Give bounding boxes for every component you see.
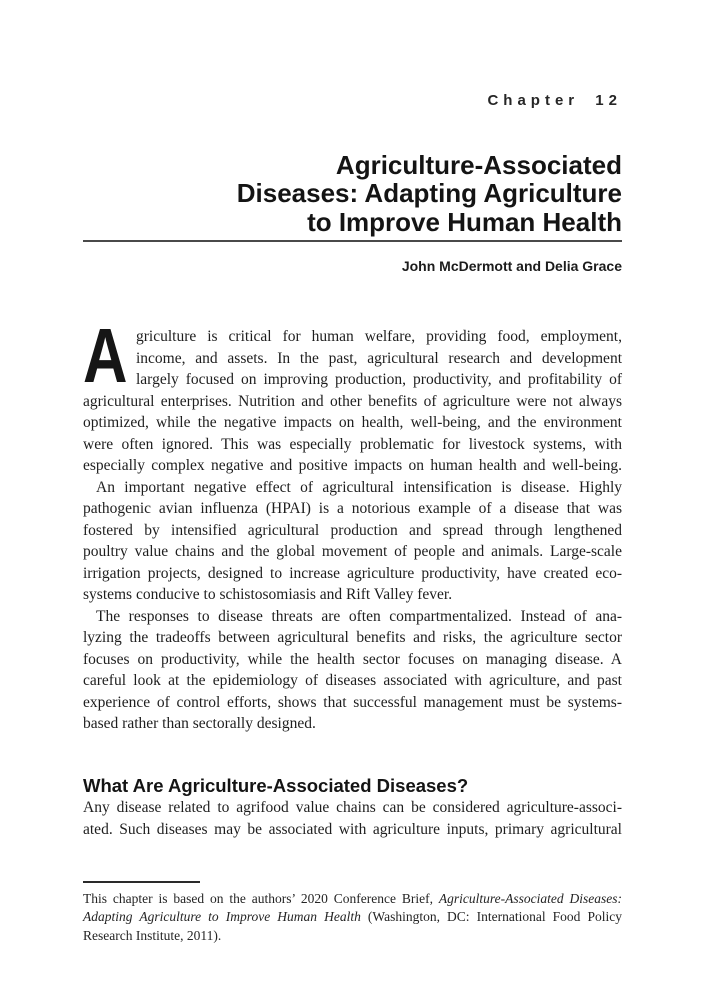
- body-line: largely focused on improving production, productivity, and profitability of: [136, 371, 622, 388]
- page-title-line: to Improve Human Health: [307, 206, 622, 237]
- body-text: [83, 313, 622, 735]
- body-line: The responses to disease threats are often compartmentalized. Instead of ana-: [96, 607, 622, 625]
- body-line: especially complex negative and positive impacts on human health and well-being.: [83, 457, 622, 474]
- body-paragraph: [83, 606, 622, 735]
- body-line: An important negative effect of agricultural intensification is disease. Highly: [96, 478, 622, 496]
- section: [83, 774, 622, 840]
- footnote-text-run: (Washington, DC: International Food Policy: [360, 909, 623, 925]
- title-rule: [83, 240, 622, 242]
- body-line: experience of control efforts, shows that successful management must be systems-: [83, 693, 622, 711]
- section-line: ated. Such diseases may be associated with agriculture inputs, primary agricultural: [83, 820, 622, 838]
- footnote-text-run: Research Institute, 2011).: [83, 927, 222, 943]
- body-line: agricultural enterprises. Nutrition and other benefits of agriculture were not always: [83, 392, 622, 410]
- body-paragraph: [83, 477, 622, 606]
- chapter-label: Chapter 12: [487, 92, 622, 109]
- body-line: fostered by intensified agricultural production and spread through lengthened: [83, 521, 622, 539]
- body-line: systems conducive to schistosomiasis and Rift Valley fever.: [83, 586, 453, 603]
- section-paragraph: [83, 797, 622, 840]
- body-line: income, and assets. In the past, agricultural research and development: [136, 349, 622, 367]
- footnote-line: [83, 890, 622, 908]
- body-paragraph: [83, 313, 622, 477]
- page-title-line: Agriculture-Associated: [335, 150, 622, 180]
- footnote-line: [83, 927, 622, 945]
- body-line: lyzing the tradeoffs between agricultural benefits and risks, the agriculture sector: [83, 629, 622, 646]
- section-heading: What Are Agriculture-Associated Diseases?: [83, 775, 469, 796]
- body-line: focuses on productivity, while the health sector focuses on managing disease. A: [83, 650, 622, 668]
- body-line: griculture is critical for human welfare, providing food, employment,: [136, 328, 622, 345]
- footnote-italic-text: Adapting Agriculture to Improve Human Health: [83, 909, 361, 925]
- body-line: based rather than sectorally designed.: [83, 715, 316, 732]
- body-line: optimized, while the negative impacts on health, well-being, and the environment: [83, 414, 622, 431]
- footnote-text-run: This chapter is based on the authors’ 2020 Conference Brief,: [83, 891, 439, 906]
- body-line: poultry value chains and the global movement of people and animals. Large-scale: [83, 543, 622, 560]
- drop-cap: A: [83, 313, 128, 399]
- body-line: pathogenic avian influenza (HPAI) is a notorious example of a disease that was: [83, 500, 622, 517]
- page-title: [83, 151, 622, 236]
- section-line: Any disease related to agrifood value chains can be considered agriculture-associ-: [83, 799, 622, 816]
- body-line: irrigation projects, designed to increase agriculture productivity, have created eco-: [83, 564, 622, 582]
- footnote-line: [83, 908, 622, 926]
- byline: John McDermott and Delia Grace: [401, 258, 622, 274]
- body-line: careful look at the epidemiology of diseases associated with agriculture, and past: [83, 672, 622, 689]
- body-line: were often ignored. This was especially problematic for livestock systems, with: [83, 435, 622, 453]
- footnote-italic-text: Agriculture-Associated Diseases:: [438, 891, 622, 906]
- footnote: [83, 890, 622, 945]
- page-title-line: Diseases: Adapting Agriculture: [236, 178, 622, 209]
- footnote-rule: [83, 881, 200, 883]
